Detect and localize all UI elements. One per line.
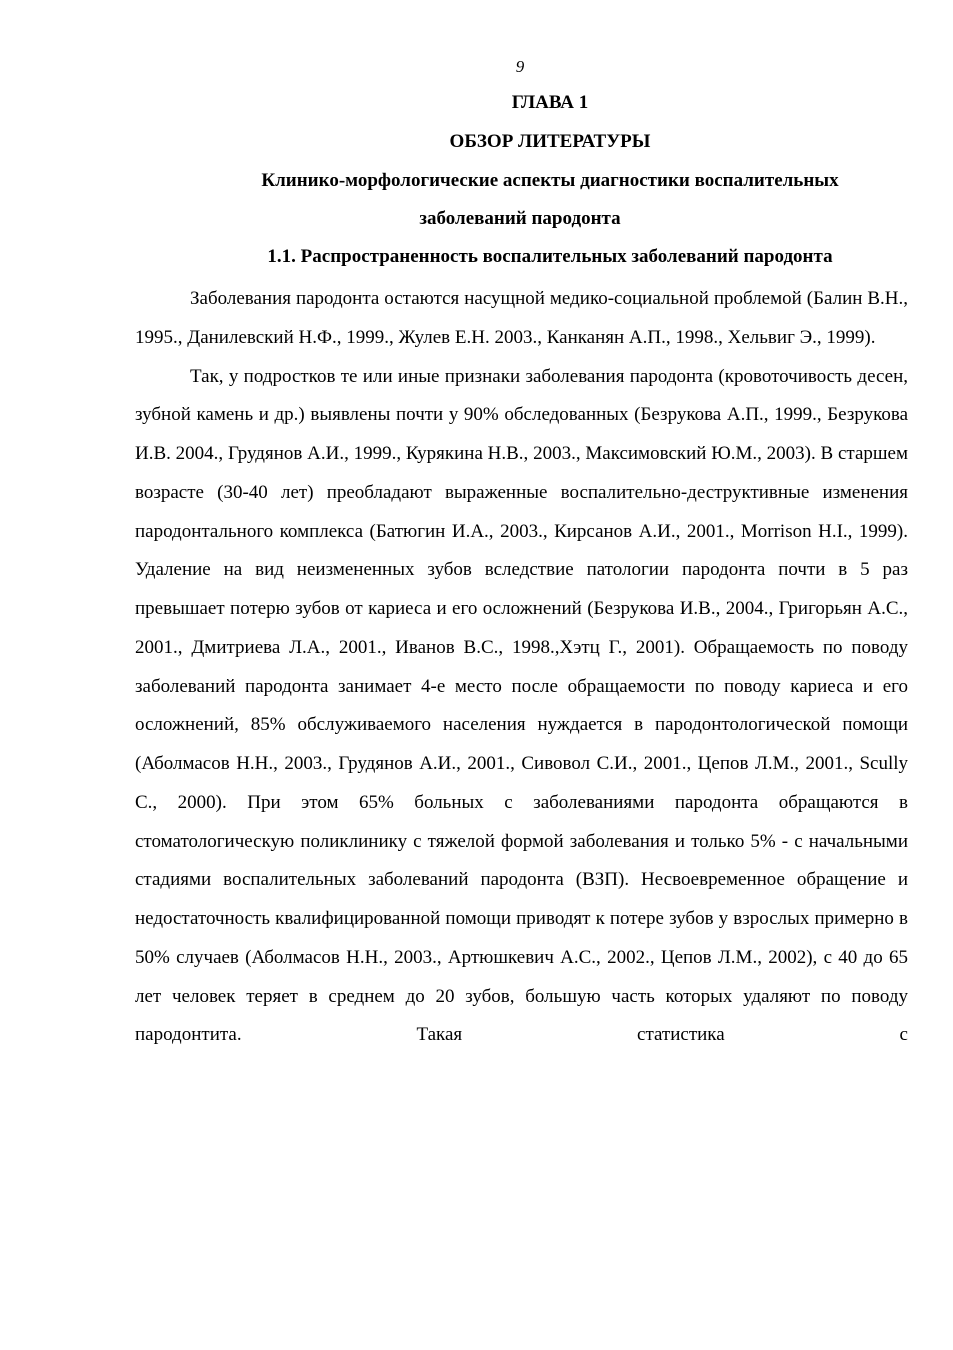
subtitle-line-1: Клинико-морфологические аспекты диагностики воспалительных (261, 170, 839, 191)
section-heading: 1.1. Распространенность воспалительных заболеваний пародонта (267, 246, 833, 267)
chapter-title: ОБЗОР ЛИТЕРАТУРЫ (449, 131, 651, 152)
body-text (135, 280, 908, 1055)
chapter-heading: ГЛАВА 1 (511, 92, 589, 113)
paragraph-2: Так, у подростков те или иные признаки заболевания пародонта (кровоточивость десен, зубной камень и др.) выявлены почти у 90% обследованных (Безрукова А.П., 1999., Безрукова И.В. 2004., Грудянов А.И., 1999., Курякина Н.В., 2003., Максимовский Ю.М., 2003). В старшем возрасте (30-40 лет) преобладают выраженные воспалительно-деструктивные изменения пародонтального комплекса (Батюгин И.А., 2003., Кирсанов А.И., 2001., Morrison H.I., 1999). Удаление на вид неизмененных зубов вследствие патологии пародонта почти в 5 раз превышает потерю зубов от кариеса и его осложнений (Безрукова И.В., 2004., Григорьян А.С., 2001., Дмитриева Л.А., 2001., Иванов В.С., 1998.,Хэтц Г., 2001). Обращаемость по поводу заболеваний пародонта занимает 4-е место после обращаемости по поводу кариеса и его осложнений, 85% обслуживаемого населения нуждается в пародонтологической помощи (Аболмасов Н.Н., 2003., Грудянов А.И., 2001., Сивовол С.И., 2001., Цепов Л.М., 2001., Scully C., 2000). При этом 65% больных с заболеваниями пародонта обращаются в стоматологическую поликлинику с тяжелой формой заболевания и только 5% - с начальными стадиями воспалительных заболеваний пародонта (ВЗП). Несвоевременное обращение и недостаточность квалифицированной помощи приводят к потере зубов у взрослых примерно в 50% случаев (Аболмасов Н.Н., 2003., Артюшкевич А.С., 2002., Цепов Л.М., 2002), с 40 до 65 лет человек теряет в среднем до 20 зубов, большую часть которых удаляют по поводу пародонтита. Такая статистика с (135, 365, 908, 1046)
page-number: 9 (515, 57, 525, 76)
subtitle-line-2: заболеваний пародонта (419, 208, 621, 229)
paragraph-1: Заболевания пародонта остаются насущной медико-социальной проблемой (Балин В.Н., 1995., Данилевский Н.Ф., 1999., Жулев Е.Н. 2003., Канканян А.П., 1998., Хельвиг Э., 1999). (135, 288, 908, 348)
